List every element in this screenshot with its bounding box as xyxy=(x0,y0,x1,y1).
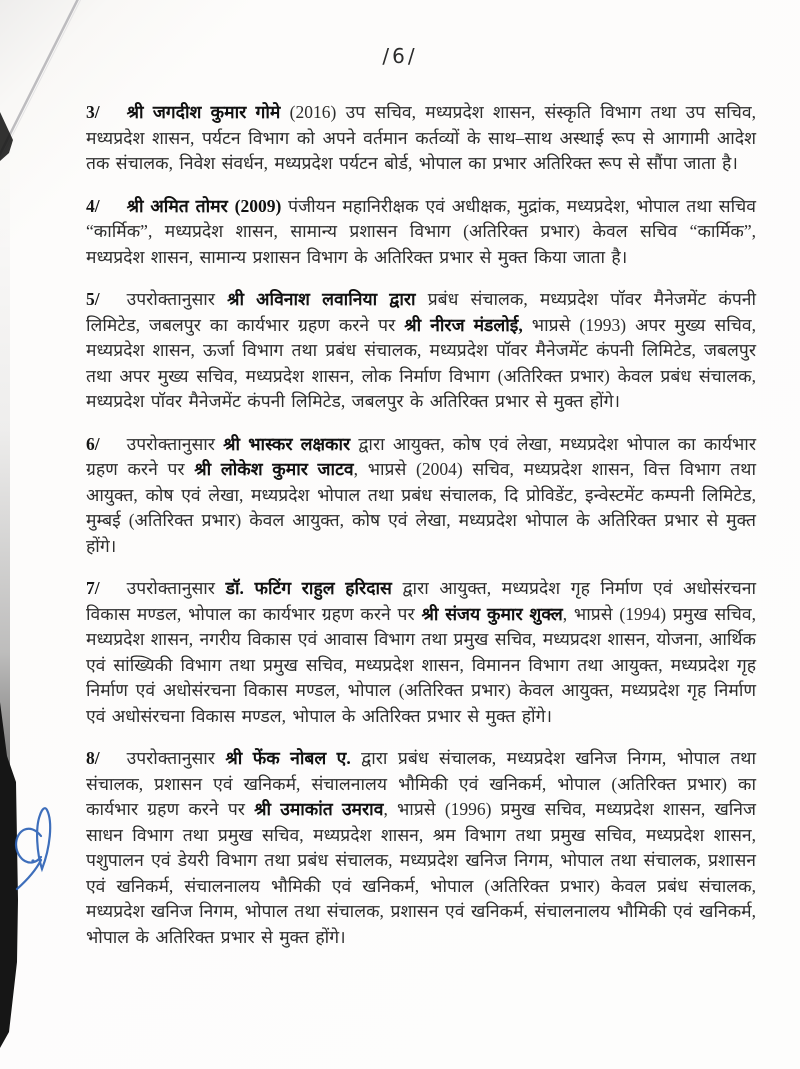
emphasized-name-text: श्री उमाकांत उमराव xyxy=(254,799,384,819)
paragraph-number: 4/ xyxy=(86,195,100,216)
paragraph-text: पंजीयन महानिरीक्षक एवं अधीक्षक, मुद्रांक, मध्यप्रदेश, भोपाल तथा सचिव “कार्मिक”, मध्यप्रदेश शासन, सामान्य प्रशासन विभाग (अतिरिक्त प्रभार) केवल सचिव “कार्मिक”, मध्यप्रदेश शासन, सामान्य प्रशासन विभाग के अतिरिक्त प्रभार से मुक्त किया जाता है। xyxy=(86,195,756,267)
thread-line-highlight xyxy=(0,0,83,166)
paragraph-number: 5/ xyxy=(86,289,100,309)
order-paragraph xyxy=(86,746,756,950)
paragraph-text: उपरोक्तानुसार xyxy=(126,289,228,309)
emphasized-name-text: श्री भास्कर लक्षकार xyxy=(223,433,351,454)
handwritten-initial xyxy=(16,808,50,889)
order-paragraphs xyxy=(86,100,756,967)
ink-round-loop xyxy=(16,829,41,863)
paragraph-text: , भाप्रसे (2004) सचिव, मध्यप्रदेश शासन, वित्त विभाग तथा आयुक्त, कोष एवं लेखा, मध्यप्रदेश भोपाल तथा प्रबंध संचालक, दि प्रोविडेंट, इन्वेस्टमेंट कम्पनी लिमिटेड, मुम्बई (अतिरिक्त प्रभार) केवल आयुक्त, कोष एवं लेखा, मध्यप्रदेश भोपाल के अतिरिक्त प्रभार से मुक्त होंगे। xyxy=(86,459,756,556)
paragraph-number: 8/ xyxy=(86,748,100,768)
page-number: /6/ xyxy=(382,44,418,68)
order-paragraph xyxy=(86,432,756,560)
scan-edge-shadow xyxy=(0,140,10,780)
emphasized-name-text: श्री अविनाश लवानिया द्वारा xyxy=(227,289,416,309)
paragraph-text: उपरोक्तानुसार xyxy=(126,433,224,454)
paragraph-text: द्वारा आयुक्त, मध्यप्रदेश गृह निर्माण एवं अधोसंरचना विकास मण्डल, भोपाल का कार्यभार ग्रहण करने पर xyxy=(86,578,757,624)
edge-wedge-mark xyxy=(0,112,13,161)
paragraph-text: , भाप्रसे (1994) प्रमुख सचिव, मध्यप्रदेश शासन, नगरीय विकास एवं आवास विभाग तथा प्रमुख सचिव, मध्यप्रदश शासन, योजना, आर्थिक एवं सांख्यिकी विभाग तथा प्रमुख सचिव, मध्यप्रदेश शासन, विमानन विभाग तथा आयुक्त, मध्यप्रदेश गृह निर्माण एवं अधोसंरचना विकास मण्डल, भोपाल (अतिरिक्त प्रभार) केवल आयुक्त, मध्यप्रदेश गृह निर्माण एवं अधोसंरचना विकास मण्डल, भोपाल के अतिरिक्त प्रभार से मुक्त होंगे। xyxy=(86,603,756,726)
paragraph-text: उपरोक्तानुसार xyxy=(126,748,226,768)
paragraph-number: 6/ xyxy=(86,433,100,454)
ink-leaf-loop xyxy=(37,808,50,869)
order-paragraph xyxy=(86,576,756,729)
scanner-edge-strip xyxy=(0,702,18,1048)
emphasized-name-text: डॉ. फटिंग राहुल हरिदास xyxy=(225,578,392,598)
order-paragraph xyxy=(86,287,756,415)
emphasized-name-text: श्री फेंक नोबल ए. xyxy=(225,748,351,768)
emphasized-name-text: श्री अमित तोमर (2009) xyxy=(126,195,282,216)
emphasized-name-text: श्री संजय कुमार शुक्ल xyxy=(421,603,563,624)
order-paragraph xyxy=(86,100,756,177)
paragraph-number: 3/ xyxy=(86,102,100,122)
paragraph-text: उपरोक्तानुसार xyxy=(126,578,226,598)
ink-tail xyxy=(17,860,41,889)
paragraph-text: प्रबंध संचालक, मध्यप्रदेश पॉवर मैनेजमेंट कंपनी लिमिटेड, जबलपुर का कार्यभार ग्रहण करने पर xyxy=(86,289,757,335)
order-paragraph xyxy=(86,194,756,271)
paragraph-text: (2016) उप सचिव, मध्यप्रदेश शासन, संस्कृति विभाग तथा उप सचिव, मध्यप्रदेश शासन, पर्यटन विभाग को अपने वर्तमान कर्तव्यों के साथ–साथ अस्थाई रूप से आगामी आदेश तक संचालक, निवेश संवर्धन, मध्यप्रदेश पर्यटन बोर्ड, भोपाल का प्रभार अतिरिक्त रूप से सौंपा जाता है। xyxy=(86,102,757,173)
paragraph-number: 7/ xyxy=(86,578,100,598)
emphasized-name-text: श्री लोकेश कुमार जाटव xyxy=(194,459,354,479)
thread-line xyxy=(0,0,80,166)
paragraph-text: , भाप्रसे (1996) प्रमुख सचिव, मध्यप्रदेश शासन, खनिज साधन विभाग तथा प्रमुख सचिव, मध्यप्रदेश शासन, श्रम विभाग तथा प्रमुख सचिव, मध्यप्रदेश शासन, पशुपालन एवं डेयरी विभाग तथा प्रबंध संचालक, मध्यप्रदेश खनिज निगम, भोपाल तथा संचालक, प्रशासन एवं खनिकर्म, संचालनालय भौमिकी एवं खनिकर्म, भोपाल (अतिरिक्त प्रभार) केवल प्रबंध संचालक, मध्यप्रदेश खनिज निगम, भोपाल तथा संचालक, प्रशासन एवं खनिकर्म, संचालनालय भौमिकी एवं खनिकर्म, भोपाल के अतिरिक्त प्रभार से मुक्त होंगे। xyxy=(86,799,756,947)
paragraph-text: द्वारा आयुक्त, कोष एवं लेखा, मध्यप्रदेश भोपाल का कार्यभार ग्रहण करने पर xyxy=(86,433,756,479)
emphasized-name-text: श्री नीरज मंडलोई, xyxy=(404,314,523,335)
paragraph-text: भाप्रसे (1993) अपर मुख्य सचिव, मध्यप्रदेश शासन, ऊर्जा विभाग तथा प्रबंध संचालक, मध्यप्रदेश पॉवर मैनेजमेंट कंपनी लिमिटेड, जबलपुर तथा अपर मुख्य सचिव, मध्यप्रदेश शासन, लोक निर्माण विभाग (अतिरिक्त प्रभार) केवल प्रबंध संचालक, मध्यप्रदेश पॉवर मैनेजमेंट कंपनी लिमिटेड, जबलपुर के अतिरिक्त प्रभार से मुक्त होंगे। xyxy=(86,314,756,411)
ink-dot xyxy=(31,859,34,862)
paragraph-text: द्वारा प्रबंध संचालक, मध्यप्रदेश खनिज निगम, भोपाल तथा संचालक, प्रशासन एवं खनिकर्म, संचालनालय भौमिकी एवं खनिकर्म, भोपाल (अतिरिक्त प्रभार) का कार्यभार ग्रहण करने पर xyxy=(86,748,757,819)
emphasized-name-text: श्री जगदीश कुमार गोमे xyxy=(126,102,281,122)
